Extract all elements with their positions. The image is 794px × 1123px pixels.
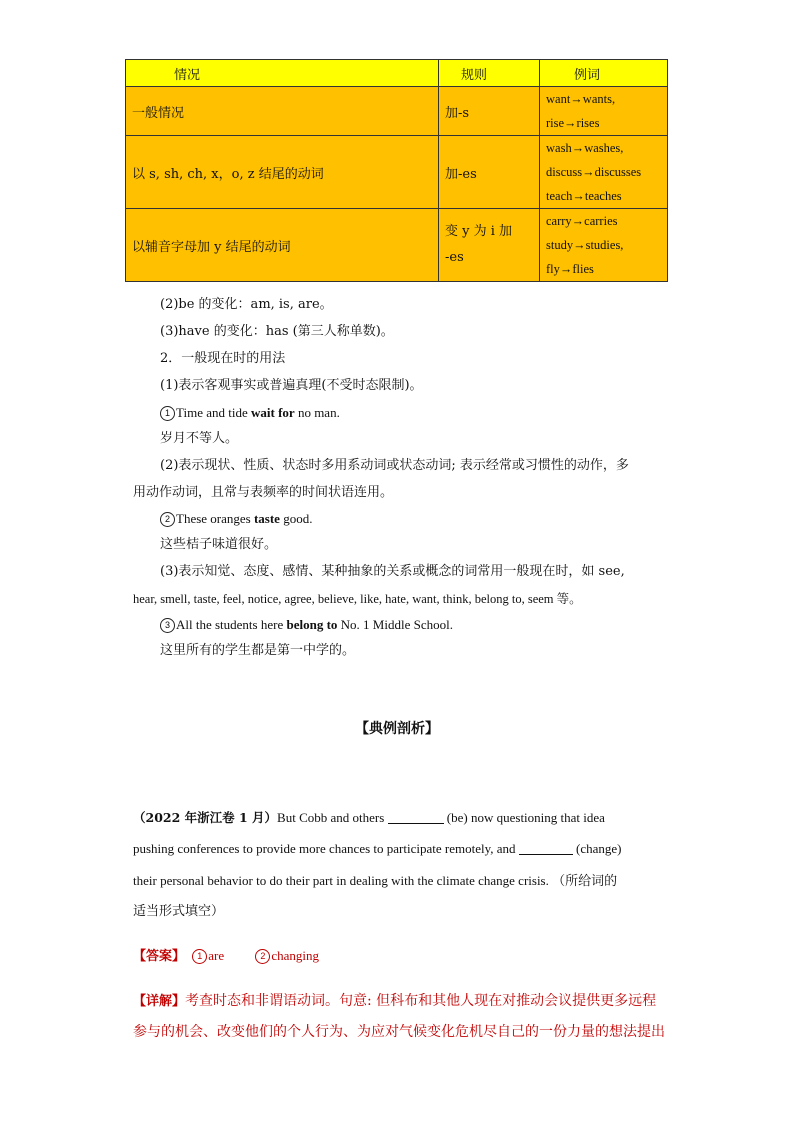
section-title: 【典例剖析】	[355, 721, 439, 737]
example-keyword: taste	[253, 511, 280, 526]
usage-2-line2: 用动作动词，且常与表频率的时间状语连用。	[133, 485, 394, 500]
usage-3-line1: (3)表示知觉、态度、感情、某种抽象的关系或概念的词常用一般现在时，如 see,	[160, 564, 625, 579]
example-2	[160, 509, 312, 529]
question-line-3: their personal behavior to do their part in dealing with the climate change crisis. （所给词的	[133, 873, 618, 888]
answer-line	[133, 946, 319, 967]
cell-case: 一般情况	[126, 87, 439, 136]
question-line-2	[133, 839, 621, 859]
question-line-1	[133, 808, 605, 828]
cell-examples	[540, 136, 668, 209]
answer-1: are	[208, 948, 225, 963]
detail-text: 考查时态和非谓语动词。句意: 但科布和其他人现在对推动会议提供更多远程	[185, 993, 657, 1009]
question-text: pushing conferences to provide more chances to participate remotely, and	[133, 841, 519, 856]
example-3-translation: 这里所有的学生都是第一中学的。	[160, 643, 356, 658]
cell-examples	[540, 209, 668, 282]
header-rule: 规则	[439, 60, 540, 87]
question-line-4: 适当形式填空）	[133, 904, 225, 919]
answer-blank-1[interactable]	[388, 811, 444, 824]
table-row	[126, 209, 668, 282]
example-line: teach→teaches	[546, 189, 622, 203]
example-line: wash→washes,	[546, 141, 624, 155]
header-examples: 例词	[540, 60, 668, 87]
cell-rule: 加-s	[439, 87, 540, 136]
example-2-translation: 这些桔子味道很好。	[160, 537, 278, 552]
example-keyword: wait for	[251, 405, 295, 420]
example-text: no man.	[294, 405, 340, 420]
detail-line-1	[133, 991, 656, 1012]
table-header-row	[126, 60, 668, 87]
cell-case: 以 s, sh, ch, x，o, z 结尾的动词	[126, 136, 439, 209]
be-change-note: (2)be 的变化：am, is, are。	[160, 297, 333, 312]
rule-line: -es	[445, 250, 464, 265]
example-1	[160, 403, 340, 423]
cell-rule	[439, 209, 540, 282]
cell-rule: 加-es	[439, 136, 540, 209]
example-text: All the students here	[176, 617, 287, 632]
detail-label: 【详解】	[133, 994, 186, 1009]
usage-2-line1: (2)表示现状、性质、状态时多用系动词或状态动词; 表示经常或习惯性的动作，多	[160, 458, 629, 473]
example-text: These oranges	[176, 511, 254, 526]
example-line: study→studies, fly→flies	[546, 238, 624, 276]
have-change-note: (3)have 的变化：has (第三人称单数)。	[160, 324, 394, 339]
table-row	[126, 87, 668, 136]
circled-number: 3	[160, 618, 175, 633]
question-text: (change)	[572, 841, 622, 856]
circled-number: 1	[160, 406, 175, 421]
example-3	[160, 615, 453, 635]
question-text: But Cobb and others	[277, 810, 388, 825]
answer-blank-2[interactable]	[519, 842, 573, 855]
answer-2: changing	[271, 948, 320, 963]
example-1-translation: 岁月不等人。	[160, 431, 239, 446]
usage-heading: 2．一般现在时的用法	[160, 351, 286, 366]
rule-line: 变 y 为 i 加	[445, 224, 513, 239]
cell-case: 以辅音字母加 y 结尾的动词	[126, 209, 439, 282]
circled-number: 1	[192, 949, 207, 964]
question-text: (be) now questioning that idea	[443, 810, 605, 825]
verb-rules-table	[125, 59, 668, 282]
circled-number: 2	[255, 949, 270, 964]
example-line: carry→carries	[546, 214, 618, 228]
usage-1: (1)表示客观事实或普遍真理(不受时态限制)。	[160, 378, 423, 393]
cell-examples	[540, 87, 668, 136]
question-source: （2022 年浙江卷 1 月）	[133, 810, 278, 825]
detail-line-2: 参与的机会、改变他们的个人行为、为应对气候变化危机尽自己的一份力量的想法提出	[133, 1024, 665, 1040]
example-text: No. 1 Middle School.	[337, 617, 453, 632]
example-text: Time and tide	[176, 405, 251, 420]
table-row	[126, 136, 668, 209]
header-case: 情况	[126, 60, 439, 87]
example-keyword: belong to	[286, 617, 338, 632]
example-text: good.	[279, 511, 313, 526]
answer-label: 【答案】	[133, 949, 186, 964]
circled-number: 2	[160, 512, 175, 527]
example-line: want→wants, rise→rises	[546, 92, 616, 130]
example-line: discuss→discusses	[546, 165, 642, 179]
usage-3-line2: hear, smell, taste, feel, notice, agree, believe, like, hate, want, think, belong to, seem 等。	[133, 592, 582, 606]
